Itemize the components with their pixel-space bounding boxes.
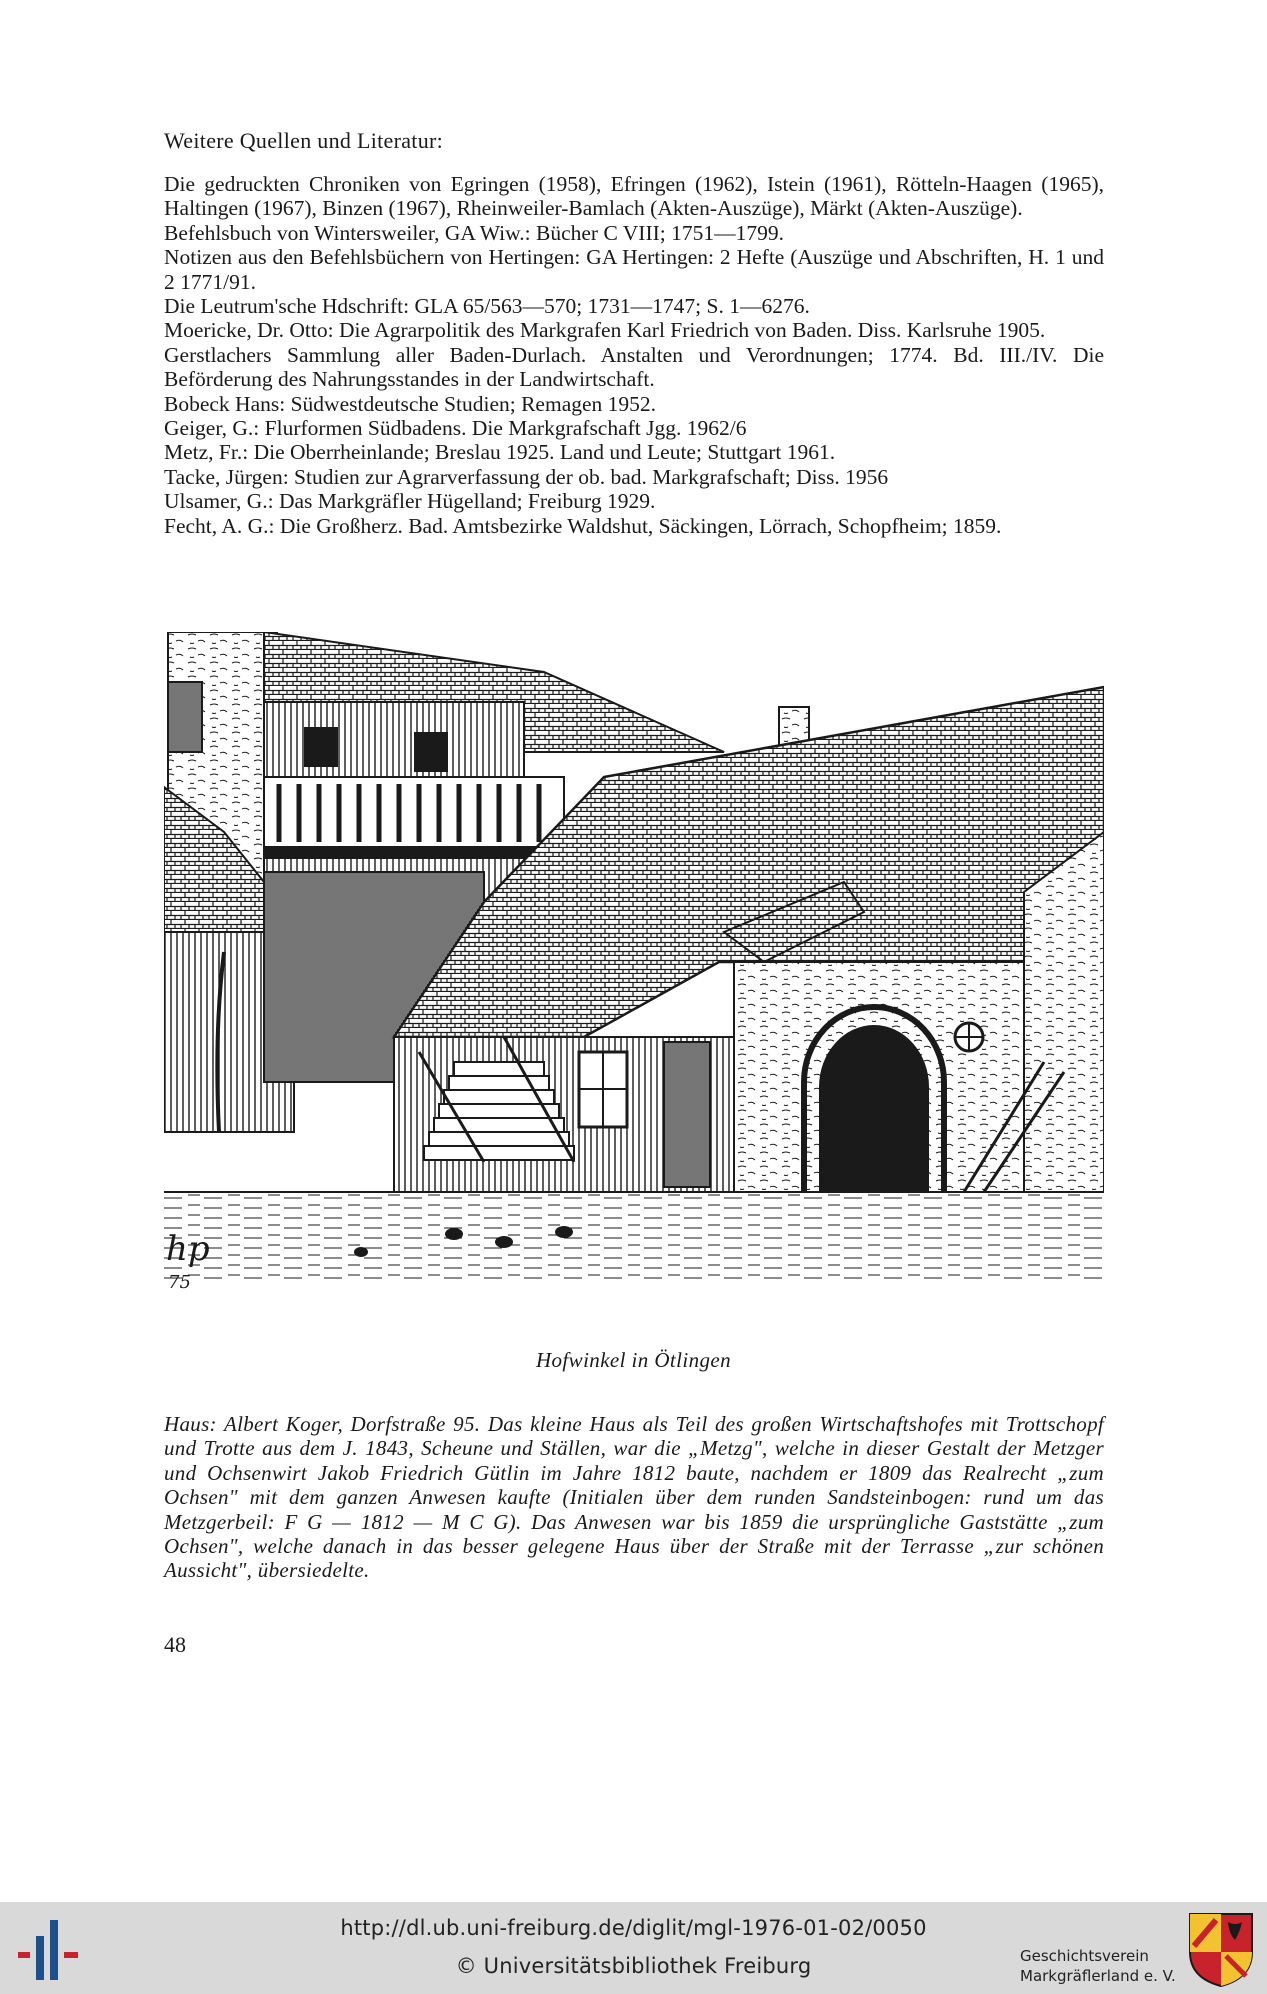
courtyard-drawing — [164, 632, 1104, 1342]
reference-entry: Fecht, A. G.: Die Großherz. Bad. Amtsbezirke Waldshut, Säckingen, Lörrach, Schopfheim; 1859. — [164, 513, 1002, 538]
figure-description: Haus: Albert Koger, Dorfstraße 95. Das kleine Haus als Teil des großen Wirtschaftshofes mit Trottschopf und Trotte aus dem J. 1843, Scheune und Ställen, war die „Metzg", welche in dieser Gestalt der Metzger und Ochsenwirt Jakob Friedrich Gütlin im Jahre 1812 baute, nachdem er 1809 das Realrecht „zum Ochsen" mit dem ganzen Anwesen kaufte (Initialen über dem runden Sandsteinbogen: rund um das Metzgerbeil: F G — 1812 — M C G). Das Anwesen war bis 1859 die ursprüngliche Gaststätte „zum Ochsen", welche danach in das besser gelegene Haus über der Straße mit der Terrasse „zur schönen Aussicht", übersiedelte. — [164, 1412, 1104, 1583]
footer-bar — [0, 1902, 1267, 1994]
artist-year: 75 — [168, 1272, 191, 1293]
reference-entry: Tacke, Jürgen: Studien zur Agrarverfassung der ob. bad. Markgrafschaft; Diss. 1956 — [164, 464, 889, 489]
reference-entry: Die gedruckten Chroniken von Egringen (1958), Efringen (1962), Istein (1961), Rötteln-Haagen (1965), Haltingen (1967), Binzen (1967), Rheinweiler-Bamlach (Akten-Auszüge), Märkt (Akten-Auszüge). — [164, 172, 1104, 221]
reference-entry: Die Leutrum'sche Hdschrift: GLA 65/563—570; 1731—1747; S. 1—6276. — [164, 294, 810, 319]
reference-entry: Gerstlachers Sammlung aller Baden-Durlach. Anstalten und Verordnungen; 1774. Bd. III./IV. Die Beförderung des Nahrungsstandes in der Landwirtschaft. — [164, 342, 1104, 392]
illustration-figure — [164, 632, 1104, 1342]
reference-entry: Befehlsbuch von Wintersweiler, GA Wiw.: Bücher C VIII; 1751—1799. — [164, 220, 785, 245]
reference-entry: Geiger, G.: Flurformen Südbadens. Die Markgrafschaft Jgg. 1962/6 — [164, 416, 747, 441]
reference-list — [164, 172, 1104, 538]
reference-entry: Metz, Fr.: Die Oberrheinlande; Breslau 1925. Land und Leute; Stuttgart 1961. — [164, 440, 836, 465]
permalink-url[interactable]: http://dl.ub.uni-freiburg.de/diglit/mgl-1976-01-02/0050 — [340, 1916, 927, 1940]
reference-entry: Moericke, Dr. Otto: Die Agrarpolitik des Markgrafen Karl Friedrich von Baden. Diss. Karlsruhe 1905. — [164, 318, 1046, 343]
sources-heading: Weitere Quellen und Literatur: — [164, 128, 444, 153]
artist-initials: hp — [166, 1229, 210, 1269]
society-line-2: Markgräflerland e. V. — [1020, 1967, 1176, 1985]
reference-entry: Bobeck Hans: Südwestdeutsche Studien; Remagen 1952. — [164, 391, 657, 416]
society-line-1: Geschichtsverein — [1020, 1947, 1149, 1965]
coat-of-arms-icon[interactable] — [1188, 1912, 1254, 1988]
figure-caption: Hofwinkel in Ötlingen — [535, 1348, 732, 1372]
reference-entry: Notizen aus den Befehlsbüchern von Hertingen: GA Hertingen: 2 Hefte (Auszüge und Abschriften, H. 1 und 2 1771/91. — [164, 245, 1104, 294]
reference-entry: Ulsamer, G.: Das Markgräfler Hügelland; Freiburg 1929. — [164, 489, 656, 514]
copyright-text: © Universitätsbibliothek Freiburg — [455, 1954, 812, 1978]
society-name — [1020, 1946, 1176, 1986]
page-number: 48 — [164, 1632, 186, 1657]
